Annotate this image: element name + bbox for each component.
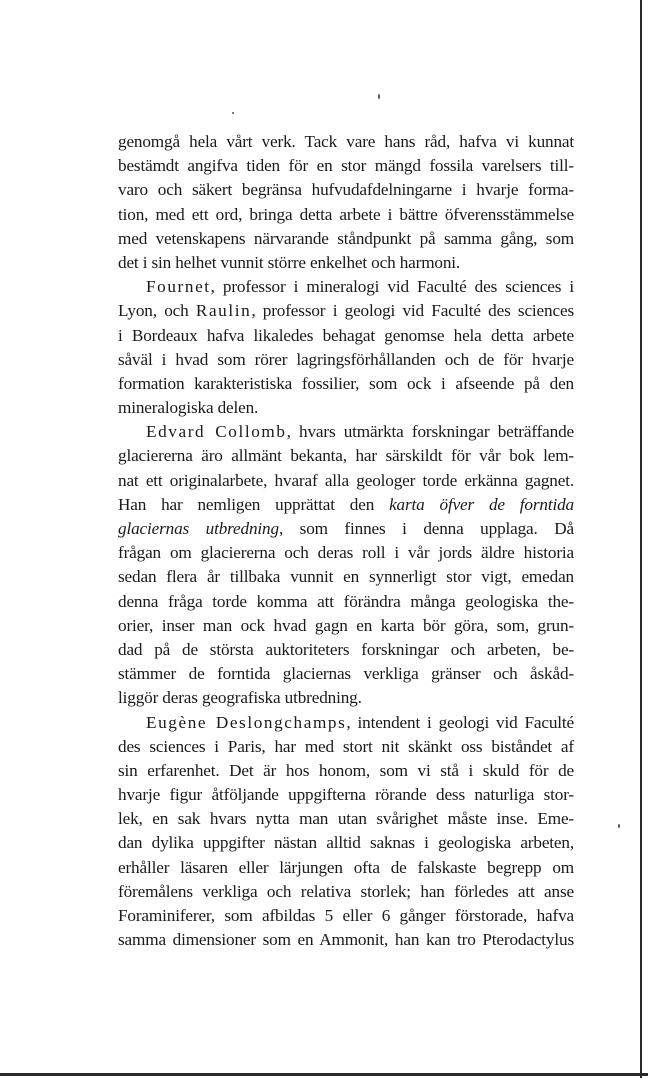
- page-edge-right: [640, 0, 642, 1078]
- text-line: såväl i hvad som rörer lagringsförhållanden och de för hvarje: [118, 349, 574, 369]
- text-line: frågan om glaciererna och deras roll i vår jords äldre historia: [118, 543, 574, 563]
- text-line: liggör deras geografiska utbredning.: [118, 688, 362, 708]
- text-line: föremålens verkliga och relativa storlek; han förledes att anse: [118, 881, 574, 901]
- text-line: tion, med ett ord, bringa detta arbete i bättre öfverensstämmelse: [118, 204, 574, 224]
- text-line: [118, 493, 574, 517]
- text-line: [118, 275, 574, 299]
- text-line: dad på de största auktoriteters forskningar och arbeten, be-: [118, 639, 574, 659]
- body-text: [118, 130, 574, 952]
- text-line: dan dylika uppgifter nästan alltid saknas i geologiska arbeten,: [118, 833, 574, 853]
- map-title: glaciernas utbredning: [118, 519, 279, 538]
- person-name: Eugène Deslongchamps: [146, 712, 347, 732]
- text-line: genomgå hela vårt verk. Tack vare hans råd, hafva vi kunnat: [118, 132, 574, 151]
- dust-speck: [378, 94, 380, 99]
- text-span: , hvars utmärkta forskningar beträffande: [286, 422, 574, 442]
- text-line: [118, 517, 574, 541]
- person-name: Raulin: [195, 301, 252, 321]
- text-span: Lyon, och: [118, 301, 196, 321]
- text-line: hvarje figur åtföljande uppgifterna rörande dess naturliga stor-: [118, 785, 574, 805]
- person-name: Edvard Collomb: [146, 422, 287, 442]
- text-line: Foraminiferer, som afbildas 5 eller 6 gånger förstorade, hafva: [118, 906, 574, 925]
- paragraph-1: [118, 130, 574, 275]
- text-span: , professor i geologi vid Faculté des sciences: [251, 301, 574, 321]
- text-line: samma dimensioner som en Ammonit, han kan tro Pterodactylus: [118, 930, 574, 950]
- text-line: varo och säkert begränsa hufvudafdelningarne i hvarje forma-: [118, 180, 574, 200]
- text-line: stämmer de forntida glaciernas verkliga gränser och åskåd-: [118, 664, 574, 684]
- paragraph-3: [118, 420, 574, 710]
- page-edge-bottom: [0, 1073, 648, 1076]
- text-line: mineralogiska delen.: [118, 398, 259, 418]
- text-span: , som finnes i denna upplaga. Då: [278, 519, 575, 538]
- text-line: erhåller läsaren eller lärjungen ofta de falskaste begrepp om: [118, 857, 574, 877]
- dust-speck: [618, 824, 620, 828]
- text-line: med vetenskapens närvarande ståndpunkt på samma gång, som: [118, 228, 574, 248]
- person-name: Fournet: [146, 277, 211, 297]
- text-line: [118, 711, 574, 735]
- text-line: [118, 420, 574, 444]
- text-line: denna fråga torde komma att förändra många geologiska the-: [118, 591, 574, 611]
- text-line: det i sin helhet vunnit större enkelhet och harmoni.: [118, 252, 461, 272]
- text-line: sedan flera år tillbaka vunnit en synnerligt stor vigt, emedan: [118, 567, 574, 587]
- text-line: i Bordeaux hafva likaledes behagat genomse hela detta arbete: [118, 325, 574, 345]
- text-line: lek, en sak hvars nytta man utan svårighet måste inse. Eme-: [118, 809, 574, 829]
- text-span: , intendent i geologi vid Faculté: [346, 712, 575, 732]
- text-line: orier, inser man ock hvad gagn en karta bör göra, som, grun-: [118, 615, 574, 635]
- text-line: sin erfarenhet. Det är hos honom, som vi stå i skuld för de: [118, 760, 574, 780]
- paragraph-2: [118, 275, 574, 420]
- dust-speck: [232, 112, 234, 114]
- map-title: karta öfver de forntida: [389, 494, 574, 514]
- text-line: bestämdt angifva tiden för en stor mängd fossila varelsers till-: [118, 156, 574, 176]
- text-line: des sciences i Paris, har med stort nit skänkt oss biståndet af: [118, 736, 574, 756]
- paragraph-4: [118, 711, 574, 953]
- text-line: glaciererna äro allmänt bekanta, har särskildt för vår bok lem-: [118, 446, 574, 466]
- text-line: nat ett originalarbete, hvaraf alla geologer torde erkänna gagnet.: [118, 470, 574, 490]
- text-line: formation karakteristiska fossilier, som ock i afseende på den: [118, 373, 574, 393]
- text-span: Han har nemligen upprättat den: [118, 494, 390, 514]
- text-line: [118, 299, 574, 323]
- text-span: , professor i mineralogi vid Faculté des sciences i: [210, 277, 574, 297]
